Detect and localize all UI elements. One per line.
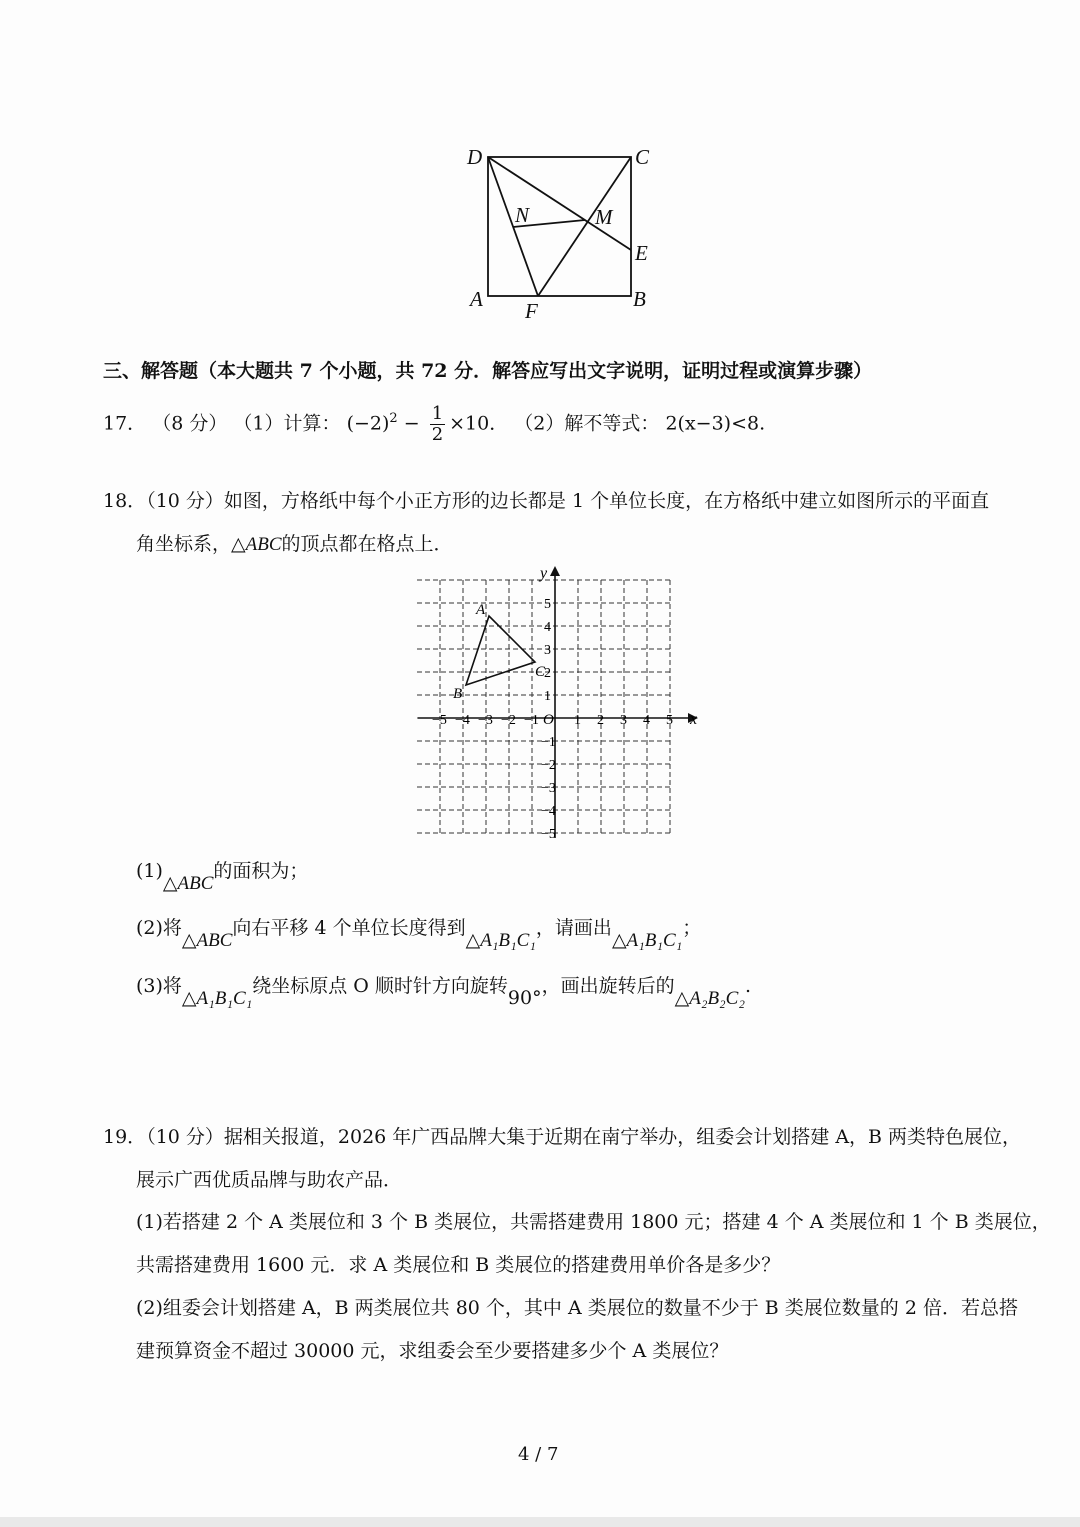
x-tick-label: −2 [501,713,516,728]
q18-p3-text2: ，画出旋转后的 [541,975,675,997]
point-c-label: C [535,664,546,680]
q17-fraction [430,404,445,445]
x-tick-label: −4 [455,713,470,728]
q18-p2-text: 向右平移 4 个单位长度得到 [232,917,466,939]
q18-number: 18． [103,490,147,512]
q18-p2-triangle: △ABC [181,930,233,951]
label-b: B [633,287,646,311]
label-f: F [525,299,538,323]
q17-inequality: 2(x−3)<8. [665,412,766,435]
q18-part1 [136,860,309,894]
q17-expr-b: ×10． [449,412,509,435]
y-tick-label: 1 [544,689,551,704]
q17-frac-num: 1 [431,403,444,424]
q18-p3-degree: 90° [507,987,542,1009]
q18-p3-triangle: △A₁B₁C₁ [181,988,253,1009]
page-number: 4 / 7 [518,1444,559,1465]
q18-p2-label: (2)将 [136,917,182,939]
q18-line1 [103,490,989,513]
x-tick-label: 2 [597,713,604,728]
origin-label: O [543,712,554,728]
y-tick-label: −5 [541,827,556,842]
q19-line1 [103,1126,1021,1149]
label-m: M [595,205,613,229]
q18-line2 [136,533,453,557]
y-tick-label: −1 [541,735,556,750]
q19-number: 19． [103,1126,147,1148]
y-tick-label: 5 [544,597,551,612]
q18-p3-end: . [744,975,751,997]
x-tick-label: −3 [478,713,493,728]
y-tick-label: 2 [544,666,551,681]
x-tick-label: −1 [524,713,539,728]
q17-score: （8 分） [152,412,228,435]
q18-part2 [136,917,702,951]
q18-part3 [136,975,751,1009]
y-tick-label: 3 [544,643,551,658]
question-17 [103,404,765,445]
q19-line2: 展示广西优质品牌与助农产品． [136,1169,403,1191]
q19-line5: (2)组委会计划搭建 A，B 两类展位共 80 个，其中 A 类展位的数量不少于 B 类展位数量的 2 倍．若总搭 [136,1297,1018,1319]
label-a: A [470,287,483,311]
point-b-label: B [453,686,463,702]
q19-text-1: （10 分）据相关报道，2026 年广西品牌大集于近期在南宁举办，组委会计划搭建 A，B 两类特色展位， [146,1126,1022,1148]
y-axis-label: y [540,565,548,582]
q18-p3-text: 绕坐标原点 O 顺时针方向旋转 [252,975,508,997]
q17-minus: − [397,412,426,435]
q18-p3-triangle-a2b2c2: △A₂B₂C₂ [674,988,745,1009]
q19-line6: 建预算资金不超过 30000 元，求组委会至少要搭建多少个 A 类展位？ [136,1340,729,1362]
q18-p2-triangle-a1b1c1-draw: △A₁B₁C₁ [611,930,683,951]
q18-p2-text2: ，请画出 [535,917,612,939]
x-axis-label: x [690,711,698,728]
x-tick-label: 1 [574,713,581,728]
segment-fc [538,157,631,296]
y-tick-label: −4 [541,804,556,819]
x-tick-label: −5 [432,713,447,728]
section-3-heading: 三、解答题（本大题共 7 个小题，共 72 分．解答应写出文字说明，证明过程或演算步骤） [103,360,873,382]
segment-de [488,157,631,250]
y-tick-label: −2 [541,758,556,773]
q18-p2-end: ； [682,917,702,939]
q17-part1: （1）计算： [233,412,341,435]
q18-p3-label: (3)将 [136,975,182,997]
q18-text-2a: 角坐标系， [136,533,232,555]
q18-p1-label: (1) [136,860,163,882]
footer-bar [0,1517,1080,1527]
q17-number: 17． [103,412,147,435]
x-tick-label: 3 [620,713,627,728]
x-tick-label: 4 [643,713,650,728]
q17-expr-a: (−2) [346,412,390,435]
q18-text-2b: 的顶点都在格点上． [281,533,453,555]
point-a-label: A [476,602,486,618]
q18-p1-triangle: △ABC [162,873,214,894]
q19-line3: (1)若搭建 2 个 A 类展位和 3 个 B 类展位，共需搭建费用 1800 元；搭建 4 个 A 类展位和 1 个 B 类展位， [136,1211,1051,1233]
y-tick-label: −3 [541,781,556,796]
q19-line4: 共需搭建费用 1600 元．求 A 类展位和 B 类展位的搭建费用单价各是多少？ [136,1254,781,1276]
q17-exponent: 2 [389,410,398,426]
label-c: C [635,145,650,169]
q17-frac-den: 2 [431,423,444,445]
q18-text-1: （10 分）如图，方格纸中每个小正方形的边长都是 1 个单位长度，在方格纸中建立如图所示的平面直 [146,490,990,512]
y-axis-arrow [550,566,560,576]
x-tick-label: 5 [666,713,673,728]
q18-p1-text: 的面积为； [213,860,309,882]
q18-p2-triangle-a1b1c1: △A₁B₁C₁ [465,930,536,951]
square-figure [455,140,675,330]
label-e: E [635,241,648,265]
coordinate-grid-figure [410,562,710,844]
q18-triangle-abc: △ABC [231,534,282,555]
q17-part2: （2）解不等式： [514,412,660,435]
label-n: N [515,203,530,227]
label-d: D [467,145,483,169]
y-tick-label: 4 [544,620,551,635]
